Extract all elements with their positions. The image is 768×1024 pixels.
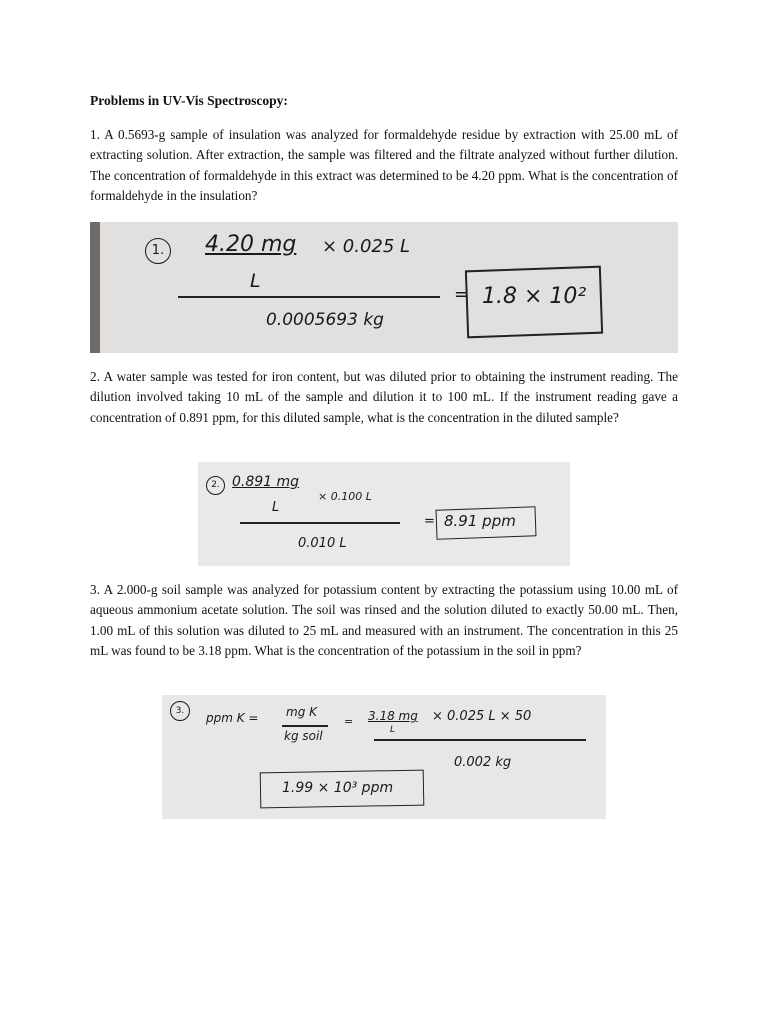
problem-1-multiplier: × 0.025 L: [322, 236, 411, 257]
problem-1-number: 1.: [145, 238, 171, 264]
problem-3-frac-num: mg K: [286, 705, 317, 719]
problem-1-unit-l: L: [250, 270, 261, 292]
problem-2-answer: 8.91 ppm: [444, 512, 516, 530]
problem-2-handwritten-work: [198, 462, 570, 566]
problem-3-numerator: 3.18 mg: [368, 709, 418, 723]
problem-3-denominator: 0.002 kg: [454, 755, 512, 770]
problem-1-fraction-bar: [178, 296, 440, 298]
problem-3-frac-den: kg soil: [284, 729, 323, 743]
problem-3-answer: 1.99 × 10³ ppm: [282, 780, 394, 796]
problem-3-text: 3. A 2.000-g soil sample was analyzed for potassium content by extracting the potassium using 10.00 mL of aqueous ammonium acetate solution. The soil was rinsed and the solution diluted to exactly 50.00 mL. Then, 1.00 mL of this solution was diluted to 25 mL and measured with an instrument. The concentration in this 25 mL was found to be 3.18 ppm. What is the concentration of the potassium in the soil in ppm?: [90, 582, 678, 659]
problem-3-number: 3.: [170, 701, 190, 721]
problem-2-denominator: 0.010 L: [298, 536, 347, 551]
problem-3-handwritten-work: [162, 695, 606, 819]
problem-1-text: 1. A 0.5693-g sample of insulation was analyzed for formaldehyde residue by extraction with 25.00 mL of extracting solution. After extraction, the sample was filtered and the filtrate analyzed without further dilution. The concentration of formaldehyde in this extract was determined to be 4.20 ppm. What is the concentration of formaldehyde in the insulation?: [90, 127, 678, 204]
problem-3-multiplier: × 0.025 L × 50: [432, 709, 532, 724]
problem-2-numerator: 0.891 mg: [232, 474, 300, 490]
problem-2-text: 2. A water sample was tested for iron content, but was diluted prior to obtaining the instrument reading. The dilution involved taking 10 mL of the sample and dilution it to 100 mL. If the instrument reading gave a concentration of 0.891 ppm, for this diluted sample, what is the concentration in the diluted sample?: [90, 369, 678, 425]
problem-1-answer: 1.8 × 10²: [482, 284, 587, 309]
problem-2-number: 2.: [206, 476, 225, 495]
page-title: Problems in UV-Vis Spectroscopy:: [90, 93, 288, 108]
problem-3-fraction-bar: [374, 739, 586, 741]
problem-1-denominator: 0.0005693 kg: [266, 310, 384, 330]
problem-3-lhs: ppm K =: [206, 711, 259, 725]
problem-2-multiplier: × 0.100 L: [318, 490, 372, 503]
problem-3-left-fraction-bar: [282, 725, 328, 727]
problem-3-unit-l: L: [390, 725, 396, 735]
problem-2-fraction-bar: [240, 522, 400, 524]
photo-edge-shadow: [90, 222, 100, 353]
problem-1-equals: =: [454, 284, 470, 305]
problem-1-handwritten-work: [90, 222, 678, 353]
problem-3-equals: =: [344, 715, 354, 728]
problem-2-unit-l: L: [272, 500, 280, 515]
problem-2-equals: =: [424, 514, 435, 529]
problem-1-numerator: 4.20 mg: [205, 232, 297, 257]
